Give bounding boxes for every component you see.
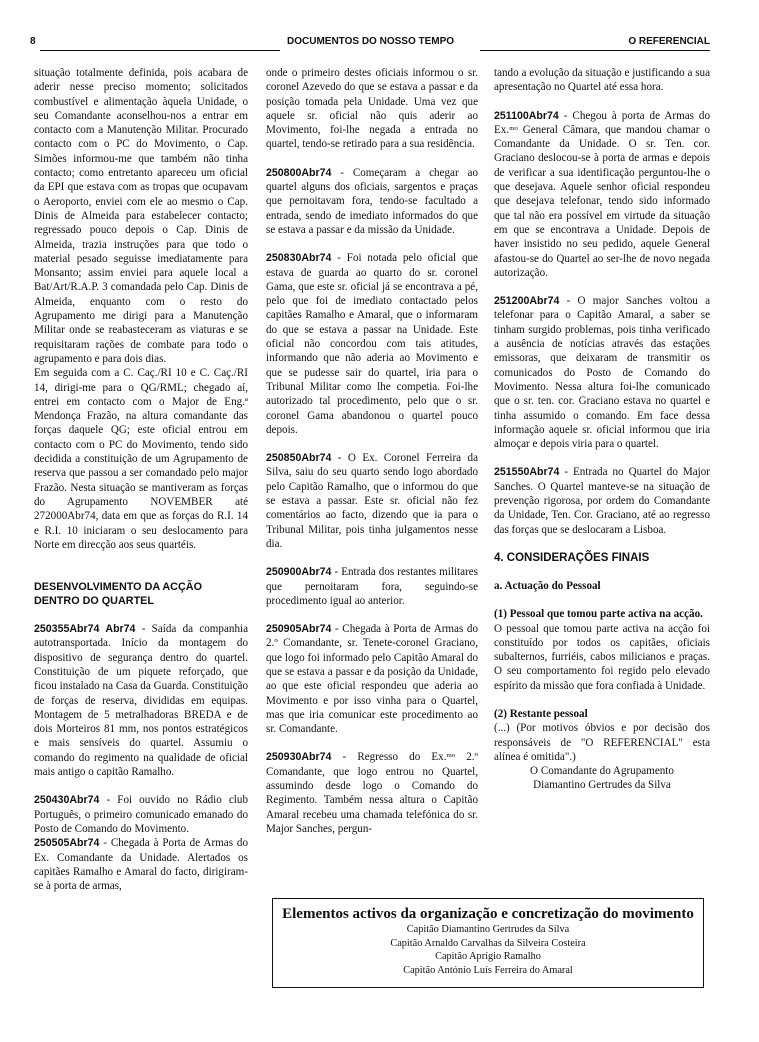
box-title: Elementos activos da organização e concretização do movimento [282,906,694,922]
spacer [266,608,478,622]
entry-text: - Chegada à Porta de Armas do 2.º Comandante, sr. Tenete-coronel Graciano, que logo foi informado pelo Capitão Amaral do que se estava a passar e da posição da Unidade, ao que este oficial respondeu que aderia ao Movimento e por isso vinha para o Quartel, mas que iria comunicar este procedimento ao sr. Comandante. [266,623,478,736]
spacer [494,593,710,607]
entry-timestamp: 251200Abr74 [494,295,560,308]
entry [494,465,710,536]
entry-text: - Entrada dos restantes militares que pernoitaram fora, seguindo-se procedimento igual ao anterior. [266,566,478,607]
column-2 [266,66,478,836]
page-header [30,36,710,56]
entry-text: - O Ex. Coronel Ferreira da Silva, saiu do seu quarto sendo logo abordado pelo Capitão Ramalho, que o informou do que se estava a passar. Este sr. oficial não fez comentários ao facto, dizendo que ia para o Tribunal Militar, pois tinha julgamentos nesse dia. [266,452,478,550]
entry [494,109,710,281]
spacer [266,551,478,565]
spacer [34,779,248,793]
paragraph: Em seguida com a C. Caç./RI 10 e C. Caç./RI 14, dirigi-me para o QG/RML; chegado aí, entrei em contacto com o Major de Eng.ª Mendonça Frazão, na altura comandante das forças daquele QG; este oficial entrou em contacto com o PC do Movimento, tendo sido decidida a constituição de um Agrupamento de reserva que passou a ser comandado pelo major Frazão. Nesta situação se mantiveram as forças do Agrupamento NOVEMBER até 272000Abr74, data em que as forças do R.I. 14 e R.I. 10 iniciaram o seu deslocamento para Norte em direcção aos seus quartéis. [34,367,248,551]
entry [266,166,478,237]
entry [34,622,248,779]
member-name: Capitão Diamantino Gertrudes da Silva [406,924,570,935]
member-name: Capitão António Luís Ferreira do Amaral [403,964,573,976]
spacer [494,280,710,294]
entry-timestamp: 250800Abr74 [266,166,332,179]
entry-text: - Regresso do Ex.ᵐᵒ 2.º Comandante, que logo entrou no Quartel, assumindo desde logo o Comando do Regimento. Também nessa altura o Capitão Amaral recebeu uma chamada telefónica do sr. Major Sanches, pergun- [266,751,478,835]
section-heading: 4. CONSIDERAÇÕES FINAIS [494,551,650,564]
entry-text: - Foi notada pelo oficial que estava de guarda ao quarto do sr. coronel Gama, que este sr. oficial já se encontrava a pé, pelo que foi de imediato contactado pelos capitães Ramalho e Amaral, que o informaram do que se estava a passar na Unidade. Este oficial não concordou com tais atitudes, informando que não aderia ao Movimento e que se pudesse sair do quartel, iria para o Tribunal Militar como lhe competia. Foi-lhe autorizado tal procedimento, pelo que o sr. coronel Gama abandonou o quartel pouco depois. [266,252,478,436]
entry-timestamp: 250830Abr74 [266,252,332,265]
subsection-heading: a. Actuação do Pessoal [494,579,601,592]
spacer [266,237,478,251]
spacer [494,565,710,579]
column-3 [494,66,710,793]
spacer [494,537,710,551]
entry-text: - Saída da companhia autotransportada. Início da montagem do dispositivo de segurança dentro do quartel. Constituição de um piquete reforçado, que ficou instalado na Casa da Guarda. Constituição de forças de reserva, divididas em equipas. Montagem de 5 metralhadoras BREDA e de dois Morteiros 81 mm, nos pontos estratégicos e mais sensíveis do quartel. Assumiu o comando do regimento na qualidade de oficial mais antigo o capitão Ramalho. [34,623,248,779]
spacer [34,608,248,622]
member-name: Capitão Arnaldo Carvalhas da Silveira Costeira [390,937,586,949]
header-rule-left [40,50,280,51]
entry-text: - Foi ouvido no Rádio club Português, o primeiro comunicado emanado do Posto de Comando do Movimento. [34,794,248,835]
entry [266,251,478,437]
active-members-box [272,898,704,988]
entry-timestamp: 250505Abr74 [34,837,100,850]
entry [34,793,248,836]
paragraph: onde o primeiro destes oficiais informou o sr. coronel Azevedo do que se estava a passar e da posição tomada pela Unidade. Uma vez que aquele sr. oficial não quis aderir ao Movimento, foi-lhe negada a entrada no quartel, tendo-se retirado para a sua residência. [266,67,478,151]
spacer [34,552,248,580]
signature-title: O Comandante do Agrupamento [530,765,674,778]
signature-name: Diamantino Gertrudes da Silva [533,779,671,792]
entry-timestamp: 250900Abr74 [266,566,332,579]
entry [266,622,478,736]
entry [266,451,478,551]
spacer [494,693,710,707]
entry-text: - Chegou à porta de Armas do Ex.ᵐᵒ General Câmara, que mandou chamar o Comandante da Unidade. O sr. Ten. cor. Graciano deslocou-se à porta de armas e depois de verificar a sua identificação perguntou-lhe o que desejava. Aquele senhor oficial respondeu que desejava telefonar, tendo sido informado que tal não era possível em virtude da situação em que se encontrava a Unidade. Depois de haver insistido no seu pedido, aquele General afastou-se do Quartel ao ser-lhe de novo negada autorização. [494,109,710,279]
spacer [494,451,710,465]
item-title: (1) Pessoal que tomou parte activa na acção. [494,608,703,621]
paragraph: tando a evolução da situação e justificando a sua apresentação no Quartel até essa hora. [494,67,710,94]
member-name: Capitão Aprígio Ramalho [435,951,541,962]
section-title: DOCUMENTOS DO NOSSO TEMPO [287,36,455,47]
entry-text: - Chegada à Porta de Armas do Ex. Comandante da Unidade. Alertados os capitães Ramalho e Amaral do facto, dirigiram-se à porta de armas, [34,837,248,893]
paragraph: (...) (Por motivos óbvios e por decisão dos responsáveis de "O REFERENCIAL" esta alínea é omitida".) [494,722,710,763]
entry-timestamp: 250850Abr74 [266,452,332,465]
entry-text: - Começaram a chegar ao quartel alguns dos oficiais, sargentos e praças que pernoitavam fora, tendo-se facultado a entrada, sendo de imediato informados do que se estava a passar e da missão da Unidade. [266,166,478,236]
entry [266,565,478,608]
publication-name: O REFERENCIAL [628,36,710,47]
spacer [266,152,478,166]
entry-text: - Entrada no Quartel do Major Sanches. O Quartel manteve-se na situação de prevenção rigorosa, por ordem do Comandante da Unidade, Ten. Cor. Graciano, até ao regresso das forças que se deslocaram a Lisboa. [494,466,710,536]
entry-timestamp: 250355Abr74 Abr74 [34,623,136,636]
entry-timestamp: 251550Abr74 [494,466,560,479]
entry-text: - O major Sanches voltou a telefonar para o Capitão Amaral, a saber se tinham surgido problemas, pois tinha verificado a ausência de notícias através das estações emissoras, que deixaram de transmitir os comunicados do Posto de Comando do Movimento. Nessa altura foi-lhe comunicado que o sr. ten. cor. Graciano estava no quartel e tinha assumido o comando. Em face dessa informação aquele sr. oficial informou que iria almoçar e depois viria para o quartel. [494,295,710,451]
paragraph: O pessoal que tomou parte activa na acção foi constituído por todos os capitães, oficiais subalternos, furriéis, cabos milicianos e praças. O seu comportamento foi regido pelo elevado espírito da missão que fora confiada à Unidade. [494,622,710,692]
entry-timestamp: 250930Abr74 [266,751,332,764]
entry [494,294,710,451]
item-title: (2) Restante pessoal [494,707,588,720]
paragraph: situação totalmente definida, pois acabara de aderir nesse preciso momento; solicitados combustível e alimentação àquela Unidade, o seu Comandante aconselhou-nos a entrar em contacto com a Manutenção Militar. Procurado contacto com o PC do Movimento, o Cap. Simões informou-me que também não tinha contacto; como entretanto apareceu um oficial da EPI que estava com as tropas que ocupavam o Aeroporto, enviei com ele ao mesmo o Cap. Dinis de Almeida para estabelecer contacto; regressado pouco depois o Cap. Dinis de Almeida, trazia instruções para que todo o material pesado seguisse imediatamente para Monsanto; assim enviei para aquele local a Bat/Art/R.A.P. 3 comandada pelo Cap. Dinis de Almeida, enquanto com o resto do Agrupamento me dirigi para a Manutenção Militar onde se reabasteceram as viaturas e se requisitaram rações de combate para todo o agrupamento e para dois dias. [34,67,248,365]
header-rule-right [480,50,710,51]
spacer [266,437,478,451]
entry [266,750,478,836]
column-1 [34,66,248,893]
spacer [266,736,478,750]
entry [34,836,248,893]
entry-timestamp: 251100Abr74 [494,109,559,122]
spacer [494,95,710,109]
section-heading: DESENVOLVIMENTO DA ACÇÃO DENTRO DO QUARTEL [34,581,202,608]
page-number: 8 [30,36,36,47]
entry-timestamp: 250905Abr74 [266,623,332,636]
entry-timestamp: 250430Abr74 [34,794,100,807]
